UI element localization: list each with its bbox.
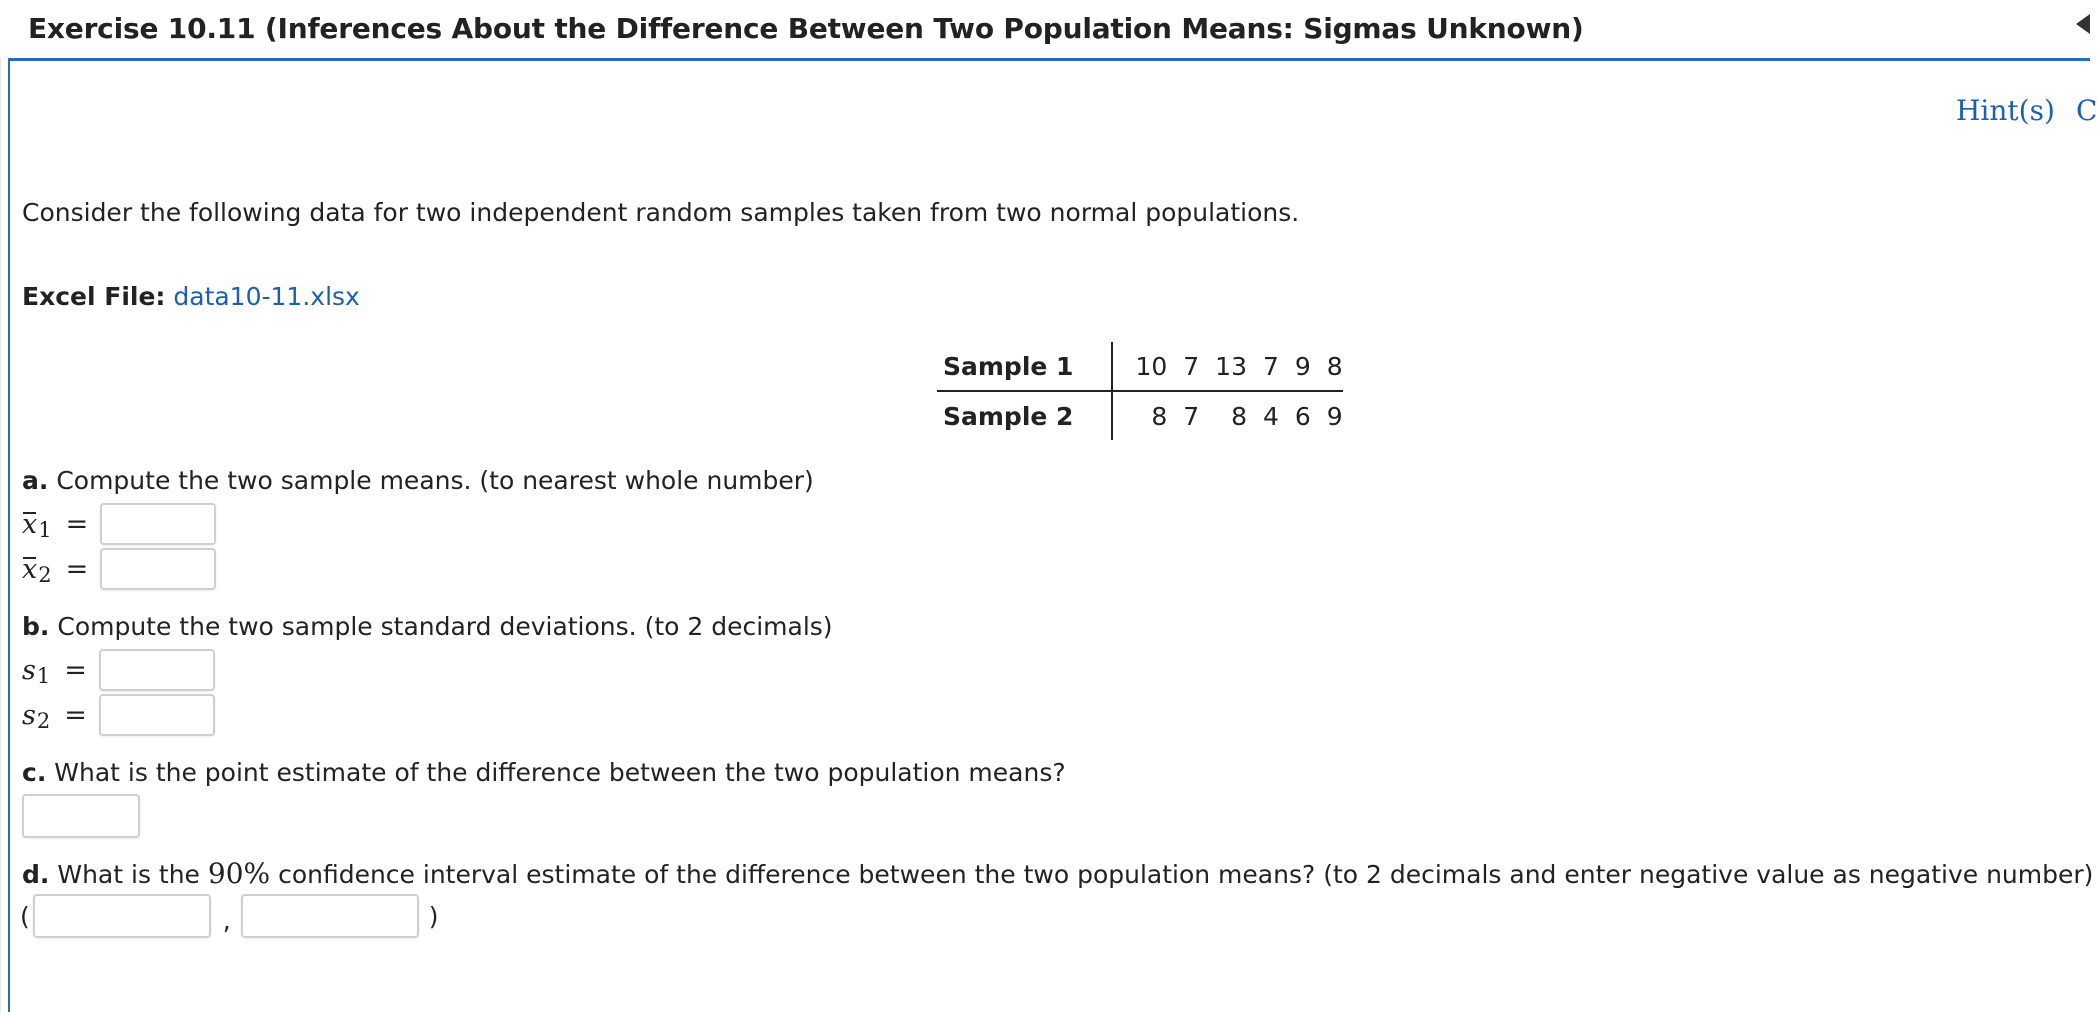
question-d-text-after: confidence interval estimate of the difference between the two population means? (to 2 decimals and enter negative value as negative number) [278,860,2094,889]
table-cell: 9 [1326,401,1343,431]
ci-upper-input[interactable] [241,894,419,938]
equals-sign: = [64,699,87,731]
mean-2-row [22,547,216,591]
page-title: Exercise 10.11 (Inferences About the Difference Between Two Population Means: Sigmas Unknown) [28,12,1584,45]
table-cell: 8 [1151,401,1168,431]
table-cell: 8 [1311,342,1343,391]
table-cell: 7 [1247,342,1279,391]
close-paren: ) [428,901,439,931]
table-row [937,391,1343,440]
problem-intro: Consider the following data for two independent random samples taken from two normal populations. [22,198,1300,227]
table-cell: 7 [1167,342,1199,391]
collapse-arrow-icon[interactable] [2076,14,2090,34]
sample-data-table [937,342,1343,440]
hints-link[interactable]: Hint(s) [1956,94,2055,127]
question-c-text: What is the point estimate of the difference between the two population means? [54,758,1066,787]
mean-2-input[interactable] [100,548,216,590]
excel-file-row [22,282,360,311]
question-d-text-before: What is the [57,860,200,889]
cutoff-toolbar-link[interactable]: C [2076,94,2097,127]
x-bar-2-symbol: x [22,553,38,585]
std-dev-2-row [22,693,215,737]
table-cell: 13 [1199,342,1247,391]
equals-sign: = [64,654,87,686]
mean-1-input[interactable] [100,503,216,545]
subscript-1: 1 [38,518,52,542]
table-cell: 8 [1231,401,1247,431]
confidence-interval-row [20,893,438,939]
question-b [22,612,833,641]
x-bar-1-symbol: x [22,508,38,540]
subscript-1: 1 [36,664,51,688]
equals-sign: = [65,508,89,540]
question-c [22,758,1066,787]
question-a [22,466,814,495]
open-paren: ( [20,901,30,931]
std-dev-2-input[interactable] [99,694,215,736]
question-c-letter: c. [22,758,47,787]
std-dev-1-row [22,648,215,692]
excel-file-label: Excel File: [22,282,166,311]
question-a-text: Compute the two sample means. (to nearest whole number) [56,466,814,495]
table-cell: 9 [1279,342,1311,391]
question-d [22,857,2093,890]
question-d-letter: d. [22,860,50,889]
question-b-letter: b. [22,612,50,641]
row-header-sample-1: Sample 1 [937,342,1112,391]
s-2-symbol: s [22,699,36,731]
subscript-2: 2 [36,709,51,733]
std-dev-1-input[interactable] [99,649,215,691]
mean-1-row [22,502,216,546]
title-bar [0,0,2090,58]
table-cell: 4 [1262,401,1279,431]
ci-lower-input[interactable] [33,894,211,938]
confidence-percent: 90% [207,857,271,890]
table-cell: 6 [1294,401,1311,431]
table-row [937,342,1343,391]
excel-file-link[interactable]: data10-11.xlsx [173,282,360,311]
table-cell: 7 [1183,401,1200,431]
question-a-letter: a. [22,466,49,495]
s-1-symbol: s [22,654,36,686]
question-b-text: Compute the two sample standard deviations. (to 2 decimals) [57,612,833,641]
point-estimate-input[interactable] [22,794,140,838]
subscript-2: 2 [38,563,52,587]
table-cell: 10 [1112,342,1167,391]
left-gutter-line [0,0,1,1012]
comma: , [222,905,231,935]
row-header-sample-2: Sample 2 [937,391,1112,440]
equals-sign: = [65,553,89,585]
